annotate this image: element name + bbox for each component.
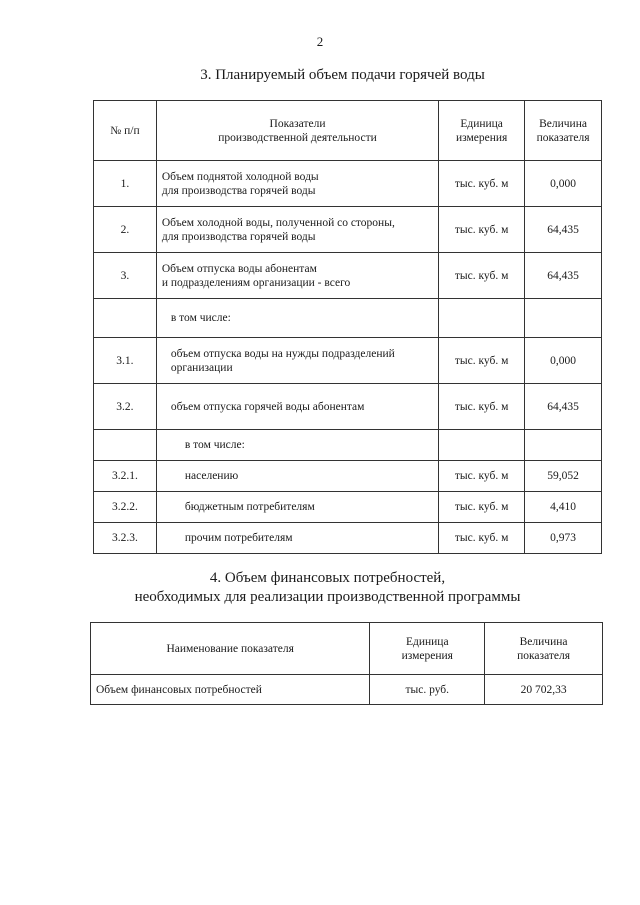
row-value: 0,000 (525, 338, 602, 384)
header-unit (370, 623, 485, 675)
hot-water-supply-table (93, 100, 602, 554)
row-num: 3.2.3. (94, 523, 157, 554)
row-num: 1. (94, 161, 157, 207)
table-row (94, 161, 602, 207)
section-4-title-line2: необходимых для реализации производственной программы (134, 589, 521, 605)
row-indicator-line2: для производства горячей воды (161, 230, 316, 243)
row-unit: тыс. куб. м (439, 492, 525, 523)
row-indicator: прочим потребителям (156, 523, 438, 554)
row-unit (439, 299, 525, 338)
table-row (94, 461, 602, 492)
header-unit-line1: Единица (460, 117, 503, 130)
row-num (94, 430, 157, 461)
table-row (94, 253, 602, 299)
table-row (94, 523, 602, 554)
row-indicator-line2: организации (170, 361, 233, 374)
row-num: 3.1. (94, 338, 157, 384)
row-value: 20 702,33 (485, 675, 603, 705)
row-name: Объем финансовых потребностей (91, 675, 370, 705)
row-indicator-line1: Объем отпуска воды абонентам (161, 262, 317, 275)
table-row (94, 492, 602, 523)
header-value-line2: показателя (517, 649, 571, 662)
row-indicator-line1: Объем поднятой холодной воды (161, 170, 319, 183)
table-header-row (91, 623, 603, 675)
row-value: 64,435 (525, 253, 602, 299)
header-unit (439, 101, 525, 161)
row-num (94, 299, 157, 338)
row-value: 59,052 (525, 461, 602, 492)
row-value: 0,973 (525, 523, 602, 554)
row-num: 3.2.1. (94, 461, 157, 492)
financial-needs-table (90, 622, 603, 705)
header-value-line1: Величина (539, 117, 587, 130)
row-indicator: в том числе: (156, 430, 438, 461)
table-row (94, 207, 602, 253)
row-num: 3.2.2. (94, 492, 157, 523)
header-value (525, 101, 602, 161)
row-value (525, 430, 602, 461)
row-num: 2. (94, 207, 157, 253)
row-num: 3.2. (94, 384, 157, 430)
row-unit: тыс. куб. м (439, 338, 525, 384)
row-indicator (156, 338, 438, 384)
row-indicator (156, 161, 438, 207)
table-row (94, 430, 602, 461)
row-unit (439, 430, 525, 461)
table-row (94, 338, 602, 384)
row-value: 64,435 (525, 207, 602, 253)
header-indicator (156, 101, 438, 161)
table-row (94, 384, 602, 430)
section-4-title-line1: 4. Объем финансовых потребностей, (209, 570, 446, 586)
header-value (485, 623, 603, 675)
row-unit: тыс. куб. м (439, 161, 525, 207)
row-indicator-line2: и подразделениям организации - всего (161, 276, 351, 289)
table-row (91, 675, 603, 705)
row-unit: тыс. куб. м (439, 523, 525, 554)
row-value: 4,410 (525, 492, 602, 523)
row-indicator (156, 207, 438, 253)
header-unit-line2: измерения (455, 131, 508, 144)
row-unit: тыс. куб. м (439, 461, 525, 492)
header-indicator-line1: Показатели (269, 117, 326, 130)
header-value-line2: показателя (536, 131, 590, 144)
row-indicator-line1: объем отпуска воды на нужды подразделений (170, 347, 395, 360)
row-indicator: населению (156, 461, 438, 492)
row-indicator-line2: для производства горячей воды (161, 184, 316, 197)
row-value (525, 299, 602, 338)
row-indicator: бюджетным потребителям (156, 492, 438, 523)
table-row (94, 299, 602, 338)
table-header-row (94, 101, 602, 161)
section-4-title (30, 569, 625, 607)
row-unit: тыс. руб. (370, 675, 485, 705)
header-num: № п/п (94, 101, 157, 161)
section-3-title: 3. Планируемый объем подачи горячей воды (200, 67, 485, 83)
row-unit: тыс. куб. м (439, 253, 525, 299)
header-unit-line2: измерения (401, 649, 453, 662)
row-unit: тыс. куб. м (439, 384, 525, 430)
row-indicator (156, 253, 438, 299)
header-value-line1: Величина (519, 635, 568, 648)
page-number: 2 (316, 34, 324, 49)
header-unit-line1: Единица (405, 635, 449, 648)
row-value: 64,435 (525, 384, 602, 430)
header-name: Наименование показателя (91, 623, 370, 675)
header-indicator-line2: производственной деятельности (218, 131, 377, 144)
row-unit: тыс. куб. м (439, 207, 525, 253)
row-value: 0,000 (525, 161, 602, 207)
row-indicator-line1: Объем холодной воды, полученной со стороны, (161, 216, 395, 229)
row-num: 3. (94, 253, 157, 299)
row-indicator: объем отпуска горячей воды абонентам (156, 384, 438, 430)
row-indicator: в том числе: (156, 299, 438, 338)
